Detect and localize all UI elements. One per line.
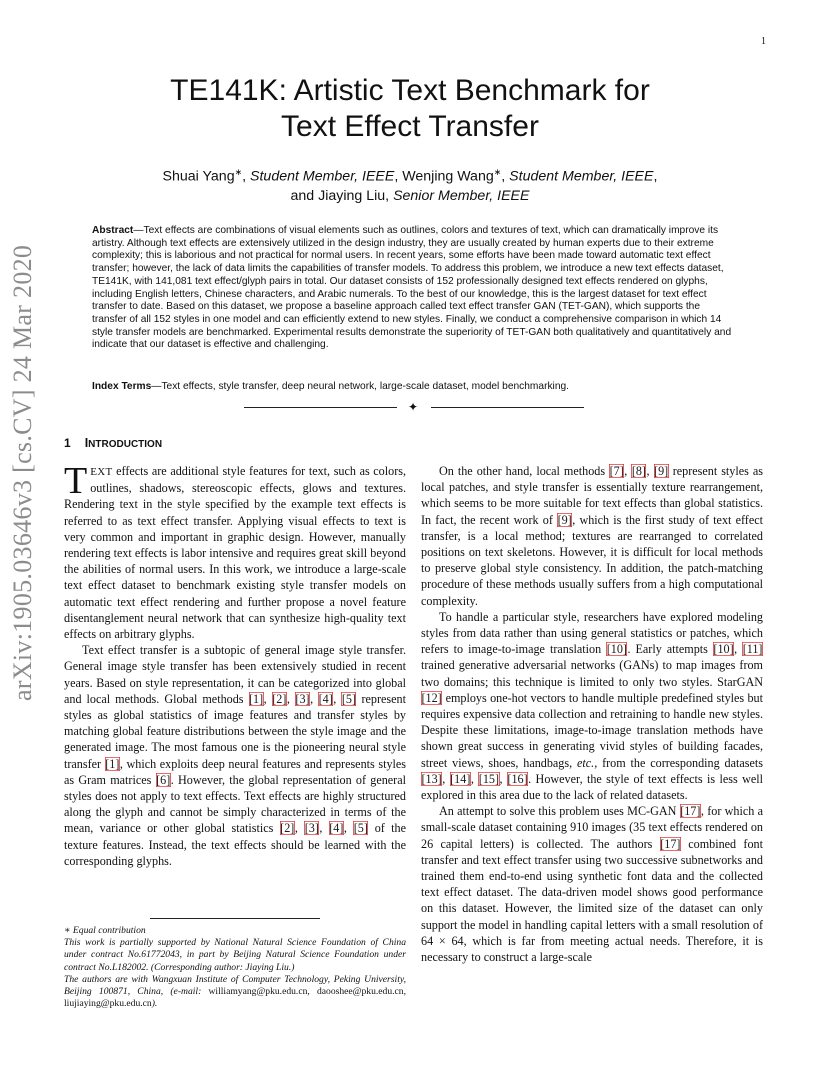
citation-link[interactable]: [17] [660, 836, 681, 851]
footnotes [64, 925, 406, 1010]
equal-contribution-mark: ∗ [234, 167, 243, 177]
right-column [421, 463, 763, 965]
text: , for which a small-scale dataset containing 910 images (35 text effects rendered on 26 capital letters) is collected. The authors [421, 804, 764, 851]
footnote-equal-contribution: ∗ Equal contribution [64, 925, 146, 936]
footnote-affiliation [64, 974, 406, 1011]
citation-link[interactable]: [10] [606, 642, 627, 657]
text: represent styles as local patches, and style transfer is essentially texture rearrangement, which seems to be more suitable for text effects than global statistics. In fact, the recent work of [421, 464, 763, 527]
text: Text effect transfer is a subtopic of general image style transfer. General image style transfer has been extensively studied in recent years. Based on style representation, it can be categorized into global and local methods. Global methods [64, 643, 406, 706]
paragraph [421, 803, 763, 965]
text: . However, the global representation of general styles does not apply to text effects. Text effects are highly structured along the glyph and cannot be simply characterized in terms of the mean, variance or other global statistics [64, 772, 406, 836]
author-role: Student Member, IEEE [509, 168, 654, 185]
section-heading [64, 436, 162, 450]
text: , [263, 691, 272, 706]
citation-link[interactable]: [17] [680, 804, 701, 819]
text: . Early attempts [627, 642, 713, 657]
citation-link[interactable]: [9] [654, 464, 669, 478]
citation-link[interactable]: [8] [631, 464, 646, 478]
title-line-2: Text Effect Transfer [281, 110, 539, 143]
text: represent styles as global statistics of image features and transfer styles by matching global feature distributions between the style image and the generated image. The most famous one is the pioneering neural style transfer [64, 691, 406, 771]
text: On the other hand, local methods [439, 464, 610, 478]
citation-link[interactable]: [6] [156, 772, 171, 787]
citation-link[interactable]: [10] [713, 642, 734, 657]
text: , [734, 642, 743, 657]
text: , [442, 771, 450, 786]
author-name: Shuai Yang [162, 168, 235, 185]
paragraph-text: effects are additional style features for text, such as colors, outlines, shadows, stereoscopic effects, glows and textures. Rendering text in the style specified by the example text effects is referred to as text effect transfer. Applying visual effects to text is very common and important in graphic design. However, manually rendering text effects is labor intensive and requires great skill beyond the abilities of normal users. In this work, we introduce a large-scale text effect dataset to benchmark existing style transfer models on automatic text effect rendering and further propose a novel feature disentanglement neural network that can synthesize high-quality text effects on arbitrary glyphs. [64, 464, 406, 642]
citation-link[interactable]: [1] [105, 756, 120, 771]
section-divider [244, 401, 584, 413]
citation-link[interactable]: [9] [557, 512, 572, 527]
index-terms-label: Index Terms [92, 381, 152, 392]
paragraph [421, 463, 763, 609]
text: , from the corresponding datasets [594, 755, 763, 770]
footnote-rule [150, 918, 320, 919]
paragraph [64, 642, 406, 869]
citation-link[interactable]: [16] [507, 771, 528, 786]
citation-link[interactable]: [13] [421, 771, 442, 786]
index-terms [92, 380, 737, 393]
footnote-funding: This work is partially supported by National Natural Science Foundation of China under contract No.61772043, in part by Beijing Natural Science Foundation under contract No.L182002. (Corresponding author: Jiaying Liu.) [64, 937, 406, 973]
citation-link[interactable]: [12] [421, 690, 442, 705]
author-list [60, 163, 760, 206]
citation-link[interactable]: [3] [295, 691, 310, 706]
text: , [286, 691, 295, 706]
divider-line-right [431, 407, 584, 408]
page-number: 1 [761, 36, 766, 47]
text: ). [151, 998, 158, 1010]
citation-link[interactable]: [4] [329, 821, 344, 836]
text: To handle a particular style, researchers have explored modeling styles from data rather than using general statistics or patches, which refers to image-to-image translation [421, 609, 763, 657]
text: of the texture features. Instead, the text effects should be learned with the corresponding glyphs. [64, 821, 407, 868]
text: , [319, 821, 329, 836]
section-number: 1 [64, 436, 71, 450]
first-word: EXT [90, 466, 113, 478]
left-column [64, 460, 407, 869]
author-role: Student Member, IEEE [250, 168, 395, 185]
citation-link[interactable]: [14] [450, 771, 471, 786]
paragraph [64, 460, 406, 642]
text: An attempt to solve this problem uses MC-GAN [439, 804, 680, 819]
text: etc. [577, 755, 595, 770]
text: , [624, 464, 632, 478]
text: , [294, 821, 305, 836]
text: , [310, 691, 319, 706]
drop-cap: T [64, 460, 88, 502]
arxiv-stamp: arXiv:1905.03646v3 [cs.CV] 24 Mar 2020 [8, 244, 37, 701]
author-name: and Jiaying Liu, [290, 187, 390, 204]
citation-link[interactable]: [11] [742, 642, 763, 657]
paragraph [421, 609, 763, 803]
abstract-text: —Text effects are combinations of visual elements such as outlines, colors and textures of text, which can dramatically improve its artistry. Although text effects are extensively utilized in the design industry, they are usually created by human experts due to their extreme complexity; this is laborious and not practical for normal users. In recent years, some efforts have been made toward automatic text effect transfer; however, the lack of data limits the capabilities of transfer models. To address this problem, we introduce a new text effects dataset, TE141K, with 141,081 text effect/glyph pairs in total. Our dataset consists of 152 professionally designed text effects rendered on glyphs, including English letters, Chinese characters, and Arabic numerals. To the best of our knowledge, this is the largest dataset for text effect transfer to date. Based on this dataset, we propose a baseline approach called text effect transfer GAN (TET-GAN), which supports the transfer of all 152 styles in one model and can efficiently extend to new styles. Finally, we conduct a comprehensive comparison in which 14 style transfer models are benchmarked. Experimental results demonstrate the superiority of TET-GAN both qualitatively and quantitatively and indicate that our dataset is effective and challenging. [92, 225, 732, 351]
citation-link[interactable]: [2] [280, 821, 295, 836]
text: The authors are with Wangxuan Institute of Computer Technology, Peking University, Beijing 100871, China, (e-mail: [64, 973, 406, 998]
citation-link[interactable]: [5] [341, 691, 356, 706]
citation-link[interactable]: [3] [304, 821, 319, 836]
text: , [470, 771, 479, 786]
text: combined font transfer and text effect transfer using two successive subnetworks and trained them end-to-end using synthetic font data and the collected text effect dataset. The data-driven model shows good performance on this dataset. However, the limited size of the dataset can only support the model in handling capital letters with a small resolution of 64 × 64, which is far from meeting actual needs. Therefore, it is necessary to construct a large-scale [421, 836, 763, 965]
text: , [333, 691, 342, 706]
title-line-1: TE141K: Artistic Text Benchmark for [170, 74, 650, 107]
text: , which is the first study of text effect transfer, is a local method; textures are rearranged to correlated positions on text skeletons. However, it is difficult for local methods to preserve global style consistency. In addition, the patch-matching procedure of these methods usually suffers from a high computational complexity. [421, 512, 763, 608]
author-role: Senior Member, IEEE [393, 187, 530, 204]
divider-diamond-icon: ✦ [408, 400, 419, 414]
author-line-1: Shuai Yang∗, Student Member, IEEE, Wenjing Wang∗, Student Member, IEEE, [162, 167, 658, 185]
text: employs one-hot vectors to handle multiple predefined styles but requires expensive data collection and retraining to handle new styles. Despite these limitations, image-to-image translation methods have shown great success in generating vivid styles of building facades, street views, shoes, handbags, [421, 690, 763, 770]
abstract [92, 225, 737, 352]
citation-link[interactable]: [7] [609, 464, 624, 478]
abstract-label: Abstract [92, 225, 134, 236]
author-line-2 [60, 187, 760, 206]
text: , [343, 821, 354, 836]
section-title-rest: NTRODUCTION [88, 439, 163, 450]
text: . However, the style of text effects is less well explored in this area due to the lack of related datasets. [421, 771, 763, 803]
citation-link[interactable]: [2] [272, 691, 287, 706]
author-emails: williamyang@pku.edu.cn, daooshee@pku.edu.cn, liujiaying@pku.edu.cn [64, 986, 407, 1010]
index-terms-text: —Text effects, style transfer, deep neural network, large-scale dataset, model benchmarking. [151, 381, 569, 392]
divider-line-left [244, 407, 397, 408]
citation-link[interactable]: [5] [353, 821, 368, 836]
text: , [646, 464, 654, 478]
citation-link[interactable]: [4] [318, 691, 333, 706]
text: , [499, 771, 507, 786]
author-name: Wenjing Wang [402, 168, 494, 185]
paper-title [60, 73, 760, 145]
text: , which exploits deep neural features and represents styles as Gram matrices [64, 756, 407, 787]
equal-contribution-mark: ∗ [493, 167, 502, 177]
citation-link[interactable]: [1] [249, 691, 264, 706]
text: trained generative adversarial networks (GANs) to map images from two domains; this technique is limited to only two styles. StarGAN [421, 658, 763, 689]
section-title-initial: I [84, 436, 89, 450]
citation-link[interactable]: [15] [478, 771, 500, 786]
